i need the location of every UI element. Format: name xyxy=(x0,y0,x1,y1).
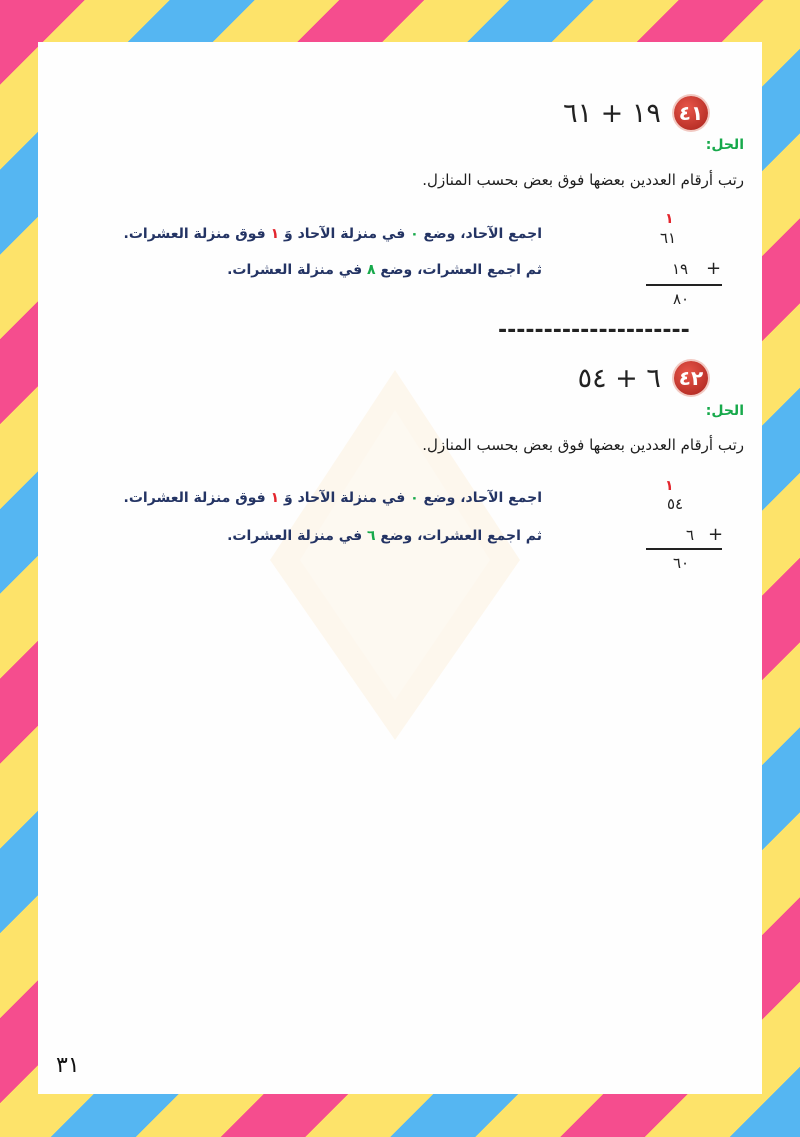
solution-label: الحل: xyxy=(705,137,744,153)
step-one-text xyxy=(124,226,542,242)
step-text: فوق منزلة العشرات. xyxy=(123,490,271,506)
separator-line: --------------------- xyxy=(498,318,690,343)
step-two-text xyxy=(227,528,542,544)
carry-digit-inline: ١ xyxy=(270,490,280,506)
bottom-addend: ١٩ xyxy=(672,260,689,278)
page-number: ٣١ xyxy=(56,1053,80,1078)
carry-digit: ١ xyxy=(665,211,674,227)
problem-expression: ٦ + ٥٤ xyxy=(577,362,661,394)
step-text: ثم اجمع العشرات، وضع xyxy=(375,528,542,544)
step-text: في منزلة الآحاد وَ xyxy=(279,490,411,506)
sum-result: ٨٠ xyxy=(673,290,690,308)
top-addend: ٥٤ xyxy=(667,495,684,513)
step-text: اجمع الآحاد، وضع xyxy=(418,226,542,242)
top-addend: ٦١ xyxy=(660,229,677,247)
step-text: ثم اجمع العشرات، وضع xyxy=(375,262,542,278)
tens-digit: ٨ xyxy=(366,262,376,278)
ones-digit: ٠ xyxy=(410,490,419,506)
carry-digit: ١ xyxy=(665,478,674,494)
carry-digit-inline: ١ xyxy=(270,226,280,242)
step-one-text xyxy=(124,490,542,506)
problem-expression: ١٩ + ٦١ xyxy=(563,97,661,129)
problem-41-header xyxy=(563,96,708,130)
plus-sign: + xyxy=(706,258,722,279)
instruction-text: رتب أرقام العددين بعضها فوق بعض بحسب المنازل. xyxy=(422,436,744,454)
problem-number-badge: ٤٢ xyxy=(674,361,708,395)
step-two-text xyxy=(227,262,542,278)
sum-line xyxy=(646,284,722,286)
sum-result: ٦٠ xyxy=(673,554,690,572)
sum-line xyxy=(646,548,722,550)
bottom-addend: ٦ xyxy=(686,526,695,544)
step-text: في منزلة العشرات. xyxy=(227,262,367,278)
solution-label: الحل: xyxy=(705,403,744,419)
tens-digit: ٦ xyxy=(366,528,376,544)
problem-42-header xyxy=(578,361,708,395)
step-text: اجمع الآحاد، وضع xyxy=(418,490,542,506)
ones-digit: ٠ xyxy=(410,226,419,242)
book-logo-watermark xyxy=(270,370,520,740)
plus-sign: + xyxy=(708,524,724,545)
step-text: في منزلة العشرات. xyxy=(227,528,367,544)
step-text: فوق منزلة العشرات. xyxy=(123,226,271,242)
step-text: في منزلة الآحاد وَ xyxy=(279,226,411,242)
instruction-text: رتب أرقام العددين بعضها فوق بعض بحسب المنازل. xyxy=(422,171,744,189)
problem-number-badge: ٤١ xyxy=(674,96,708,130)
